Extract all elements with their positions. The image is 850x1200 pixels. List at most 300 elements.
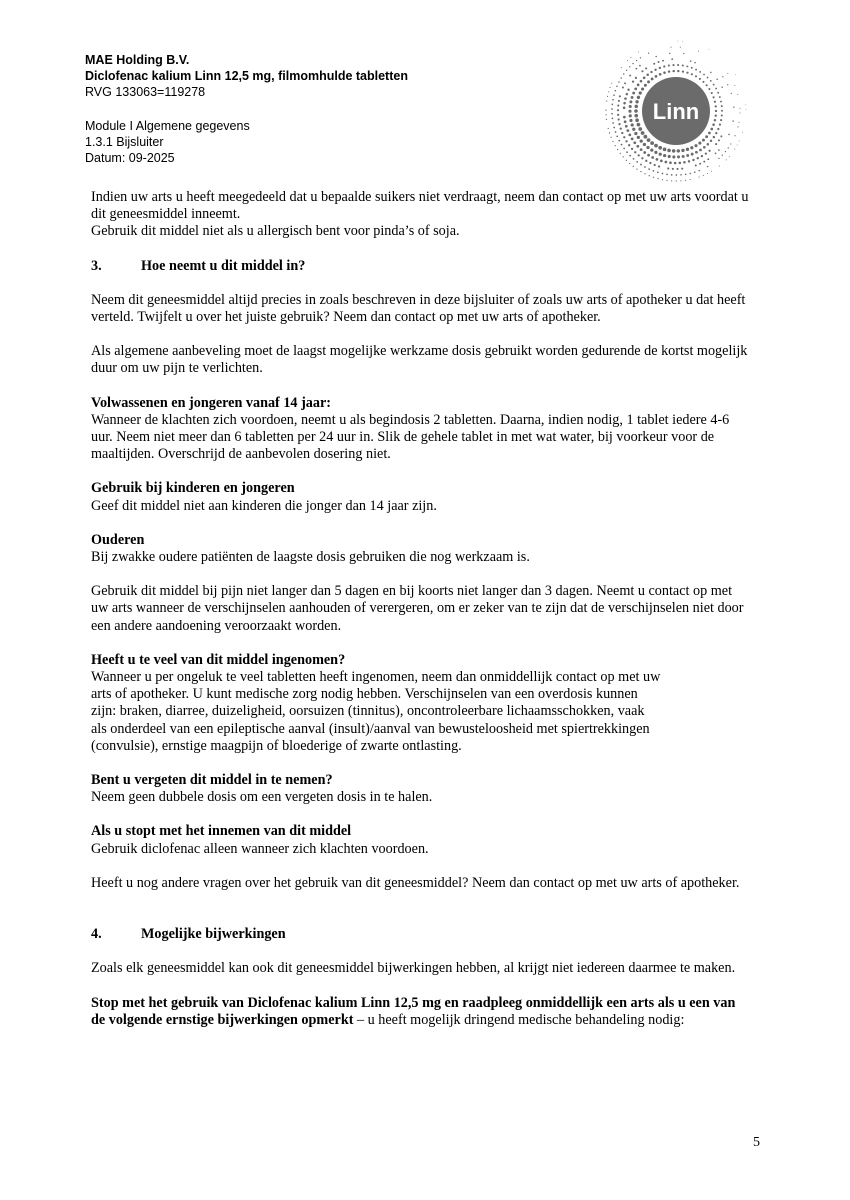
logo-dot xyxy=(670,47,671,48)
logo-dot xyxy=(626,151,628,153)
logo-dot xyxy=(640,80,643,83)
logo-dot xyxy=(654,151,657,154)
logo-dot xyxy=(638,51,639,52)
logo-dot xyxy=(647,138,651,142)
logo-dot xyxy=(702,81,704,83)
logo-dot xyxy=(637,84,640,87)
section-3-title: Hoe neemt u dit middel in? xyxy=(141,257,306,274)
logo-dot xyxy=(730,143,731,144)
logo-dot xyxy=(672,155,675,158)
logo-dot xyxy=(646,146,649,149)
logo-dot xyxy=(737,94,738,95)
logo-dot xyxy=(618,100,620,102)
logo-dot xyxy=(617,149,618,150)
logo-dot xyxy=(611,108,613,110)
logo-dot xyxy=(627,60,628,61)
logo-dot xyxy=(720,135,722,137)
logo-dot xyxy=(629,119,632,122)
logo-dot xyxy=(686,65,688,67)
logo-dot xyxy=(647,154,650,157)
logo-dot xyxy=(742,132,743,133)
logo-dot xyxy=(632,80,634,82)
logo-dot xyxy=(629,155,631,157)
logo-dot xyxy=(659,73,662,76)
logo-dot xyxy=(640,57,641,58)
logo-dot xyxy=(649,175,650,176)
logo-dot xyxy=(623,116,626,119)
logo-dot xyxy=(689,173,691,175)
logo-dot xyxy=(659,67,661,69)
logo-dot xyxy=(729,156,730,157)
logo-dot xyxy=(668,70,670,72)
children-heading: Gebruik bij kinderen en jongeren xyxy=(91,480,295,497)
logo-dot xyxy=(629,75,631,77)
logo-dot xyxy=(710,80,712,82)
logo-dot xyxy=(679,162,682,165)
logo-dot xyxy=(610,87,611,88)
logo-dot xyxy=(698,170,700,172)
logo-dot xyxy=(669,161,672,164)
logo-dot xyxy=(737,145,738,146)
logo-dot xyxy=(712,123,715,126)
logo-dot xyxy=(609,132,610,133)
logo-dot xyxy=(617,109,619,111)
logo-dot xyxy=(629,100,632,103)
side-effects-intro: Zoals elk geneesmiddel kan ook dit geneesmiddel bijwerkingen hebben, al krijgt niet iedereen daarmee te maken. xyxy=(91,960,736,977)
logo-dot xyxy=(701,155,703,157)
registration-number: RVG 133063=119278 xyxy=(85,85,206,99)
logo-dot xyxy=(643,151,646,154)
logo-dot xyxy=(654,164,656,166)
logo-dot xyxy=(621,144,623,146)
logo-dot xyxy=(726,159,727,160)
logo-dot xyxy=(665,161,668,164)
logo-dot xyxy=(640,148,643,151)
logo-dot xyxy=(671,174,673,176)
logo-dot xyxy=(618,123,620,125)
logo-dot xyxy=(676,174,678,176)
logo-dot xyxy=(618,118,620,120)
logo-dot xyxy=(625,140,627,142)
logo-dot xyxy=(714,119,716,121)
logo-dot xyxy=(683,161,686,164)
logo-dot xyxy=(667,167,669,169)
logo-dot xyxy=(702,139,705,142)
adults-heading: Volwassenen en jongeren vanaf 14 jaar: xyxy=(91,394,332,411)
logo-dot xyxy=(629,114,632,117)
section-3-heading xyxy=(91,258,751,275)
logo-dot xyxy=(685,180,686,181)
section-3-number: 3. xyxy=(91,257,102,274)
allergy-notice: Gebruik dit middel niet als u allergisch bent voor pinda’s of soja. xyxy=(91,223,460,240)
logo-dot xyxy=(663,71,666,74)
logo-dot xyxy=(636,168,637,169)
logo-dot xyxy=(721,105,723,107)
logo-dot xyxy=(605,110,606,111)
logo-dot xyxy=(635,77,637,79)
logo-dot xyxy=(623,148,625,150)
logo-dot xyxy=(699,71,701,73)
logo-dot xyxy=(616,135,618,137)
logo-dot xyxy=(622,87,624,89)
logo-dot xyxy=(734,85,735,86)
logo-dot xyxy=(707,173,708,174)
logo-dot xyxy=(710,128,713,131)
logo-dot xyxy=(737,126,738,127)
logo-dot xyxy=(608,91,609,92)
logo-dot xyxy=(706,84,708,86)
logo-dot xyxy=(640,139,643,142)
logo-dot xyxy=(694,62,696,64)
logo-dot xyxy=(690,60,692,62)
logo-dot xyxy=(633,141,636,144)
overdose-line: arts of apotheker. U kunt medische zorg nodig hebben. Verschijnselen van een overdosis kunnen xyxy=(91,686,638,703)
logo-dot xyxy=(629,105,632,108)
logo-dot xyxy=(707,166,708,167)
logo-dot xyxy=(617,114,619,116)
logo-dot xyxy=(638,154,640,156)
logo-dot xyxy=(620,127,622,129)
elderly-heading: Ouderen xyxy=(91,531,145,548)
logo-dot xyxy=(636,161,638,163)
logo-dot xyxy=(636,145,639,148)
logo-dot xyxy=(711,92,713,94)
logo-dot xyxy=(715,143,717,145)
logo-dot xyxy=(632,128,635,131)
logo-dot xyxy=(722,76,723,77)
module-label: Module I Algemene gegevens xyxy=(85,119,250,133)
logo-dot xyxy=(618,81,620,83)
logo-dot xyxy=(626,160,627,161)
logo-dot xyxy=(620,77,622,79)
logo-dot xyxy=(699,78,701,80)
logo-dot xyxy=(612,104,614,106)
logo-dot xyxy=(658,165,660,167)
logo-dot xyxy=(621,67,622,68)
logo-dot xyxy=(681,149,684,152)
logo-dot xyxy=(626,93,628,95)
linn-logo xyxy=(603,38,749,184)
logo-dot xyxy=(709,49,710,50)
logo-dot xyxy=(698,51,699,52)
logo-dot xyxy=(715,110,717,112)
logo-dot xyxy=(680,174,682,176)
logo-dot xyxy=(653,63,655,65)
section-4-title: Mogelijke bijwerkingen xyxy=(141,926,286,943)
logo-dot xyxy=(735,74,736,75)
logo-dot xyxy=(708,150,710,152)
logo-dot xyxy=(708,132,711,135)
logo-dot xyxy=(644,166,646,168)
logo-dot xyxy=(707,77,709,79)
logo-dot xyxy=(695,69,697,71)
logo-dot xyxy=(691,73,693,75)
logo-dot xyxy=(703,146,706,149)
logo-dot xyxy=(635,100,638,103)
company-name: MAE Holding B.V. xyxy=(85,53,190,67)
logo-dot xyxy=(697,157,699,159)
logo-dot xyxy=(628,133,631,136)
logo-dot xyxy=(720,119,722,121)
logo-dot xyxy=(627,89,629,91)
logo-dot xyxy=(632,63,633,64)
logo-dot xyxy=(637,123,641,127)
logo-dot xyxy=(628,144,630,146)
logo-dot xyxy=(739,140,740,141)
serious-side-effects-notice xyxy=(91,995,751,1029)
logo-dot xyxy=(641,157,643,159)
logo-dot xyxy=(617,104,619,106)
logo-dot xyxy=(688,160,690,162)
logo-dot xyxy=(713,136,715,138)
logo-dot xyxy=(634,109,638,113)
logo-dot xyxy=(635,105,639,109)
logo-dot xyxy=(694,171,696,173)
logo-dot xyxy=(699,149,702,152)
logo-dot xyxy=(663,154,666,157)
children-text: Geef dit middel niet aan kinderen die jonger dan 14 jaar zijn. xyxy=(91,497,437,514)
logo-dot xyxy=(628,110,631,113)
logo-dot xyxy=(644,84,647,87)
logo-dot xyxy=(662,173,664,175)
logo-dot xyxy=(705,152,707,154)
logo-dot xyxy=(708,88,710,90)
logo-dot xyxy=(651,156,654,159)
logo-dot xyxy=(632,92,635,95)
logo-dot xyxy=(711,171,712,172)
logo-dot xyxy=(612,117,614,119)
logo-dot xyxy=(690,146,693,149)
dose-recommendation: Als algemene aanbeveling moet de laagst mogelijke werkzame dosis gebruikt worden gedurende de kortst mogelijk duur om uw pijn te verlichten. xyxy=(91,343,748,377)
logo-dot xyxy=(663,65,665,67)
logo-dot xyxy=(639,65,641,67)
logo-dot xyxy=(607,96,608,97)
logo-dot xyxy=(667,149,671,153)
logo-dot xyxy=(698,177,699,178)
logo-dot xyxy=(648,168,650,170)
logo-dot xyxy=(727,84,728,85)
forgot-text: Neem geen dubbele dosis om een vergeten dosis in te halen. xyxy=(91,789,433,806)
logo-dot xyxy=(657,178,658,179)
logo-dot xyxy=(638,127,642,131)
logo-dot xyxy=(695,75,697,77)
logo-dot xyxy=(681,168,683,170)
logo-dot xyxy=(645,160,647,162)
logo-dot xyxy=(629,163,630,164)
adults-text: Wanneer de klachten zich voordoen, neemt u als begindosis 2 tabletten. Daarna, indien nodig, 1 tablet iedere 4-6 uur. Neem niet meer dan 6 tabletten per 24 uur in. Slik de gehele tablet in met wat water, bij voorkeur voor de maaltijden. Overschrijd de aanbevolen dosering niet. xyxy=(91,411,730,463)
logo-dot xyxy=(633,166,634,167)
logo-dot xyxy=(680,180,681,181)
logo-dot xyxy=(643,77,646,80)
overdose-line: als onderdeel van een epileptische aanval (insult)/aanval van bewusteloosheid met spiertrekkingen xyxy=(91,720,650,737)
logo-dot xyxy=(636,60,637,61)
logo-dot xyxy=(606,100,607,101)
logo-dot xyxy=(641,131,645,135)
logo-dot xyxy=(672,70,674,72)
logo-dot xyxy=(719,166,720,167)
logo-dot xyxy=(715,132,717,134)
section-4-heading xyxy=(91,926,751,943)
logo-dot xyxy=(714,101,716,103)
logo-dot xyxy=(640,171,641,172)
logo-dot xyxy=(643,143,646,146)
logo-dot xyxy=(613,94,615,96)
logo-dot xyxy=(641,70,643,72)
logo-dot xyxy=(655,56,657,58)
logo-dot xyxy=(623,102,626,105)
logo-dot xyxy=(677,64,679,66)
logo-dot xyxy=(695,165,697,167)
logo-dot xyxy=(651,77,654,80)
logo-dot xyxy=(663,147,667,151)
logo-dot xyxy=(615,131,617,133)
logo-dot xyxy=(616,86,618,88)
serious-side-effects-rest: – u heeft mogelijk dringend medische behandeling nodig: xyxy=(353,1011,685,1028)
logo-dot xyxy=(641,87,644,90)
logo-dot xyxy=(624,82,626,84)
logo-dot xyxy=(643,135,647,139)
logo-dot xyxy=(618,140,620,142)
logo-dot xyxy=(672,149,676,153)
logo-dot xyxy=(703,74,705,76)
logo-dot xyxy=(662,60,664,62)
logo-dot xyxy=(625,125,628,128)
logo-dot xyxy=(722,154,723,155)
logo-dot xyxy=(615,145,616,146)
logo-dot xyxy=(717,128,719,130)
logo-dot xyxy=(671,180,672,181)
logo-dot xyxy=(612,99,614,101)
logo-dot xyxy=(637,136,640,139)
logo-dot xyxy=(674,162,677,165)
logo-dot xyxy=(631,96,634,99)
logo-dot xyxy=(710,72,712,74)
logo-dot xyxy=(658,146,662,150)
logo-dot xyxy=(671,58,673,60)
logo-text: Linn xyxy=(652,99,700,124)
logo-dot xyxy=(662,179,663,180)
logo-dot xyxy=(636,68,638,70)
logo-dot xyxy=(738,122,739,123)
duration-paragraph: Gebruik dit middel bij pijn niet langer dan 5 dagen en bij koorts niet langer dan 3 dagen. Neemt u contact op met uw arts wanneer de verschijnselen aanhouden of verergeren, om er zeker van te zijn dat de verschijnselen niet door een andere aandoening veroorzaakt worden. xyxy=(91,583,744,634)
logo-dot xyxy=(623,156,624,157)
logo-dot xyxy=(715,114,717,116)
logo-dot xyxy=(615,90,617,92)
logo-dot xyxy=(650,149,653,152)
logo-dot xyxy=(647,80,650,83)
overdose-line: Wanneer u per ongeluk te veel tabletten heeft ingenomen, neem dan onmiddellijk contact op met uw xyxy=(91,669,661,686)
logo-dot xyxy=(731,93,732,94)
logo-dot xyxy=(644,173,645,174)
logo-dot xyxy=(734,135,735,136)
logo-dot xyxy=(691,153,694,156)
logo-dot xyxy=(721,86,723,88)
section-label: 1.3.1 Bijsluiter xyxy=(85,135,164,149)
logo-dot xyxy=(624,120,627,123)
logo-dot xyxy=(713,84,715,86)
logo-dot xyxy=(620,153,621,154)
logo-dot xyxy=(703,161,705,163)
elderly-text: Bij zwakke oudere patiënten de laagste dosis gebruiken die nog werkzaam is. xyxy=(91,549,530,566)
logo-dot xyxy=(705,135,708,138)
logo-dot xyxy=(631,123,634,126)
usage-paragraph: Neem dit geneesmiddel altijd precies in zoals beschreven in deze bijsluiter of zoals uw arts of apotheker u dat heeft verteld. Twijfelt u over het juiste gebruik? Neem dan contact op met uw arts of apotheker. xyxy=(91,291,746,326)
logo-dot xyxy=(713,96,715,98)
logo-dot xyxy=(718,158,719,159)
forgot-heading: Bent u vergeten dit middel in te nemen? xyxy=(91,772,333,789)
logo-dot xyxy=(707,158,709,160)
logo-dot xyxy=(657,172,659,174)
logo-dot xyxy=(613,127,615,129)
logo-dot xyxy=(678,41,679,42)
logo-dot xyxy=(653,170,655,172)
logo-dot xyxy=(691,67,693,69)
logo-dot xyxy=(672,64,674,66)
stop-text: Gebruik diclofenac alleen wanneer zich klachten voordoen. xyxy=(91,840,429,857)
overdose-text xyxy=(91,669,751,755)
logo-dot xyxy=(685,173,687,175)
sugar-notice: Indien uw arts u heeft meegedeeld dat u bepaalde suikers niet verdraagt, neem dan contact op met uw arts voordat u dit geneesmiddel inneemt. xyxy=(91,189,749,223)
logo-dot xyxy=(699,163,701,165)
logo-dot xyxy=(732,120,733,121)
page-number: 5 xyxy=(753,1135,760,1150)
logo-dot xyxy=(682,155,685,158)
logo-dot xyxy=(725,151,726,152)
product-name: Diclofenac kalium Linn 12,5 mg, filmomhulde tabletten xyxy=(85,69,408,83)
logo-dot xyxy=(611,113,613,115)
logo-dot xyxy=(717,92,719,94)
logo-dot xyxy=(686,148,689,151)
logo-dot xyxy=(653,177,654,178)
logo-dot xyxy=(634,151,636,153)
logo-dot xyxy=(612,122,614,124)
logo-dot xyxy=(624,97,627,100)
logo-dot xyxy=(666,180,667,181)
logo-dot xyxy=(668,155,671,158)
logo-dot xyxy=(645,67,647,69)
logo-dot xyxy=(634,132,637,135)
logo-dot xyxy=(626,70,627,71)
logo-dot xyxy=(659,153,662,156)
logo-dot xyxy=(707,143,710,146)
questions-paragraph: Heeft u nog andere vragen over het gebruik van dit geneesmiddel? Neem dan contact op met uw arts of apotheker. xyxy=(91,874,740,891)
logo-dot xyxy=(676,168,678,170)
logo-dot xyxy=(719,96,721,98)
logo-dot xyxy=(635,118,639,122)
logo-dot xyxy=(686,72,688,74)
logo-dot xyxy=(690,179,691,180)
logo-dot xyxy=(718,149,720,151)
logo-dot xyxy=(639,91,642,94)
document-date: Datum: 09-2025 xyxy=(85,151,175,165)
logo-dot xyxy=(619,95,621,97)
logo-dot xyxy=(634,114,638,118)
logo-dot xyxy=(718,139,720,141)
logo-dot xyxy=(623,107,626,110)
logo-dot xyxy=(631,148,633,150)
stop-heading: Als u stopt met het innemen van dit middel xyxy=(91,823,352,840)
logo-dot xyxy=(649,162,651,164)
logo-dot xyxy=(656,158,659,161)
logo-dot xyxy=(610,137,611,138)
logo-dot xyxy=(720,101,722,103)
logo-dot xyxy=(746,109,747,110)
logo-dot xyxy=(676,180,677,181)
logo-dot xyxy=(672,168,674,170)
logo-dot xyxy=(623,73,624,74)
logo-dot xyxy=(698,142,701,145)
logo-dot xyxy=(733,106,734,107)
